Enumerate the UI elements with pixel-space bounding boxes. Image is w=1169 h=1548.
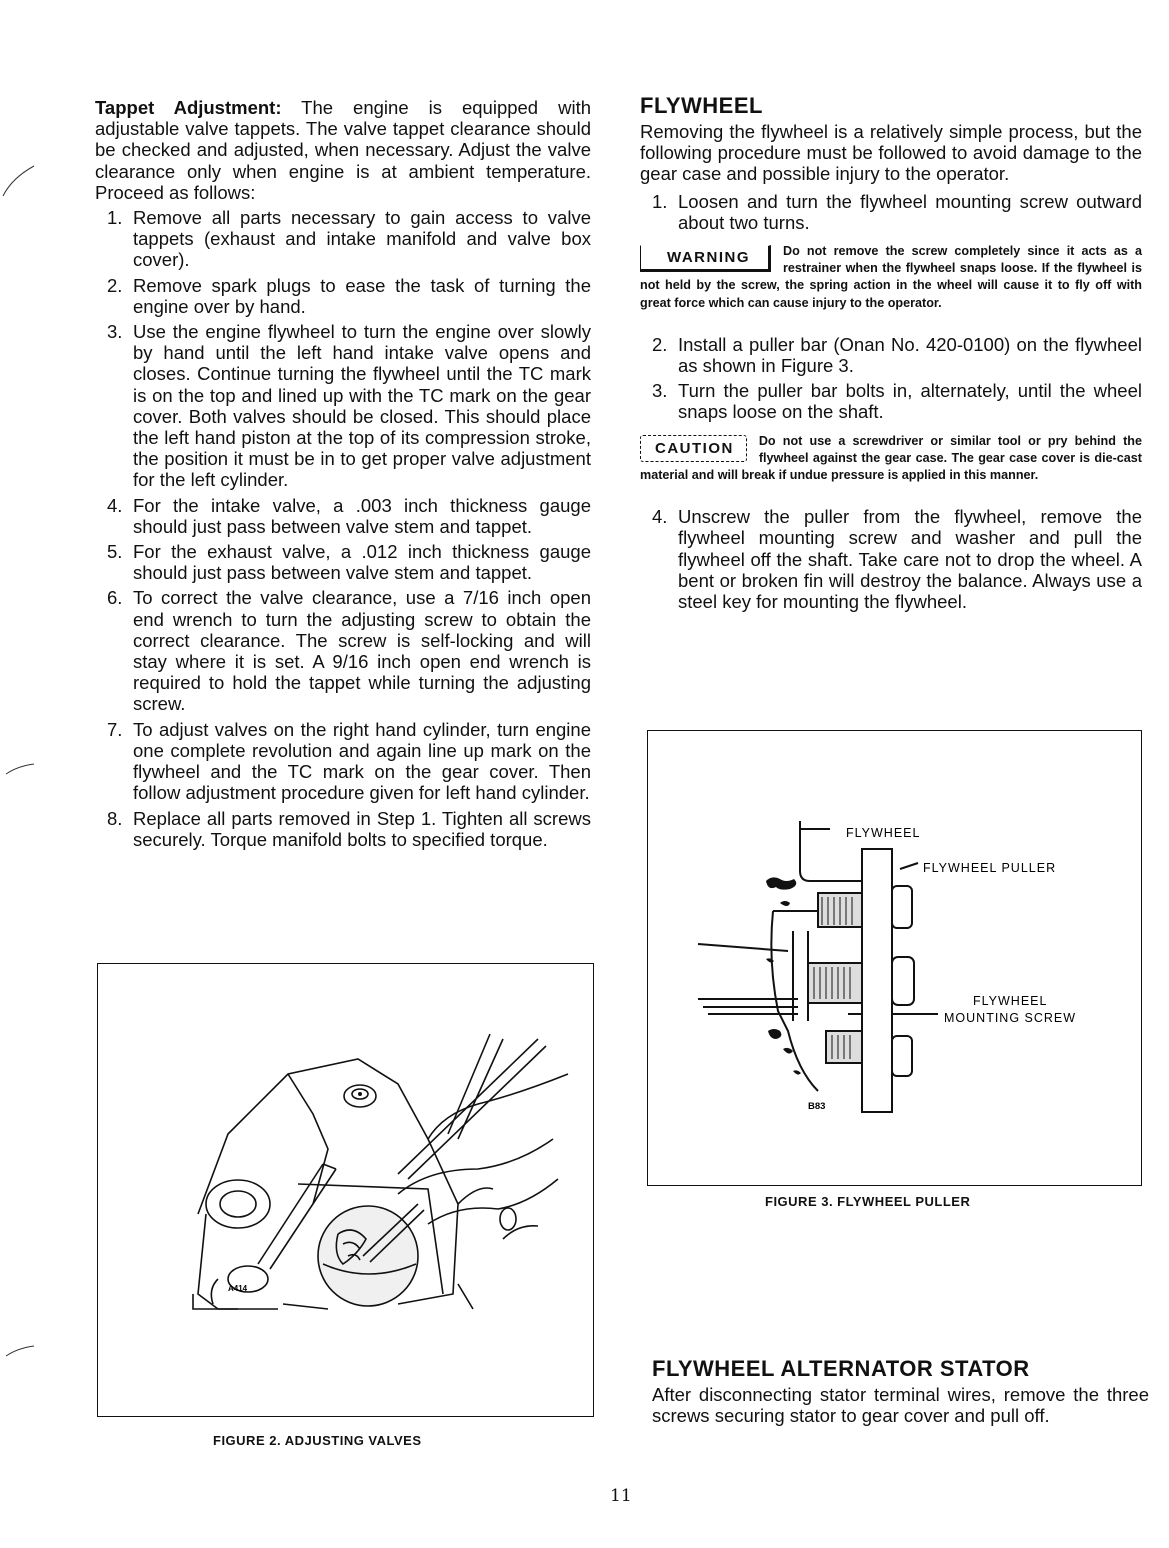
flywheel-steps-list-b <box>640 334 1142 423</box>
tappet-adjustment-paragraph <box>95 97 591 203</box>
left-column <box>95 97 591 854</box>
figure-2-code: A414 <box>228 1284 248 1293</box>
label-mounting-screw-line1: FLYWHEEL <box>973 994 1048 1008</box>
flywheel-intro: Removing the flywheel is a relatively simple process, but the following procedure must be followed to avoid damage to the gear case and possible injury to the operator. <box>640 121 1142 185</box>
list-item <box>95 587 591 714</box>
step-text: Remove spark plugs to ease the task of turning the engine over by hand. <box>133 274 591 317</box>
step-number: 2. <box>652 333 668 355</box>
right-column <box>640 93 1142 616</box>
caution-label: CAUTION <box>640 435 747 462</box>
label-flywheel: FLYWHEEL <box>846 826 921 840</box>
step-number: 2. <box>107 274 123 296</box>
step-text: To correct the valve clearance, use a 7/16 inch open end wrench to turn the adjusting screw to obtain the correct clearance. The screw is self-locking and will stay where it is set. A 9/16 inch open end wrench is required to hold the tappet while turning the adjusting screw. <box>133 587 591 715</box>
warning-notice <box>640 243 1142 312</box>
step-text: For the intake valve, a .003 inch thickness gauge should just pass between valve stem and tappet. <box>133 494 591 537</box>
list-item <box>95 207 591 271</box>
step-text: To adjust valves on the right hand cylinder, turn engine one complete revolution and again line up mark on the flywheel and the TC mark on the gear cover. Then follow adjustment procedure given for left hand cylinder. <box>133 718 591 804</box>
warning-text: Do not remove the screw completely since it acts as a restrainer when the flywheel snaps loose. If the flywheel is not held by the screw, the spring action in the wheel will cause it to fly off with great force which can cause injury to the operator. <box>640 244 1142 310</box>
stator-heading: FLYWHEEL ALTERNATOR STATOR <box>652 1356 1030 1381</box>
page-number: 11 <box>610 1486 632 1506</box>
warning-label: WARNING <box>640 245 771 272</box>
list-item <box>95 808 591 850</box>
figure-2-frame <box>97 963 594 1417</box>
step-number: 8. <box>107 807 123 829</box>
list-item <box>95 495 591 537</box>
list-item <box>640 191 1142 233</box>
step-number: 6. <box>107 587 123 609</box>
list-item <box>640 334 1142 376</box>
flywheel-puller-illustration <box>648 731 1141 1185</box>
step-text: Remove all parts necessary to gain access to valve tappets (exhaust and intake manifold and valve box cover). <box>133 207 591 271</box>
list-item <box>95 541 591 583</box>
margin-scan-mark <box>0 1342 40 1362</box>
label-flywheel-puller: FLYWHEEL PULLER <box>923 861 1057 875</box>
step-text: Install a puller bar (Onan No. 420-0100) on the flywheel as shown in Figure 3. <box>678 333 1142 377</box>
label-mounting-screw-line2: MOUNTING SCREW <box>944 1011 1077 1025</box>
adjusting-valves-illustration <box>98 964 593 1416</box>
step-number: 4. <box>652 506 668 528</box>
figure-2-caption: FIGURE 2. ADJUSTING VALVES <box>213 1433 422 1448</box>
list-item <box>95 719 591 804</box>
step-number: 5. <box>107 541 123 563</box>
step-text: Replace all parts removed in Step 1. Tighten all screws securely. Torque manifold bolts to specified torque. <box>133 807 591 850</box>
step-text: Turn the puller bar bolts in, alternately, until the wheel snaps loose on the shaft. <box>678 380 1142 423</box>
flywheel-steps-list-a <box>640 191 1142 233</box>
tappet-heading: Tappet Adjustment: <box>95 97 282 118</box>
margin-scan-mark <box>0 160 40 200</box>
step-text: Loosen and turn the flywheel mounting screw outward about two turns. <box>678 190 1142 233</box>
figure-3-frame <box>647 730 1142 1186</box>
step-number: 1. <box>652 190 668 212</box>
stator-text: After disconnecting stator terminal wires, remove the three screws securing stator to gear cover and pull off. <box>652 1384 1149 1427</box>
list-item <box>95 275 591 317</box>
margin-scan-mark <box>0 760 40 780</box>
step-number: 1. <box>107 207 123 229</box>
list-item <box>95 321 591 491</box>
caution-text: Do not use a screwdriver or similar tool or pry behind the flywheel against the gear case. The gear case cover is die-cast material and will break if undue pressure is applied in this manner. <box>640 433 1142 483</box>
flywheel-heading: FLYWHEEL <box>640 93 763 118</box>
list-item <box>640 506 1142 612</box>
step-number: 7. <box>107 718 123 740</box>
stator-section <box>652 1356 1149 1426</box>
figure-3-caption: FIGURE 3. FLYWHEEL PULLER <box>765 1194 971 1209</box>
list-item <box>640 380 1142 422</box>
flywheel-steps-list-c <box>640 506 1142 612</box>
step-number: 4. <box>107 494 123 516</box>
step-number: 3. <box>652 380 668 402</box>
step-number: 3. <box>107 321 123 343</box>
tappet-steps-list <box>95 207 591 850</box>
step-text: Use the engine flywheel to turn the engine over slowly by hand until the left hand intake valve opens and closes. Continue turning the flywheel until the TC mark is on the top and lined up with the TC mark on the gear cover. Both valves should be closed. This should place the left hand piston at the top of its compression stroke, the position it must be in to get proper valve adjustment for the left cylinder. <box>133 321 591 491</box>
tappet-intro: The engine is equipped with adjustable valve tappets. The valve tappet clearance should be checked and adjusted, when necessary. Adjust the valve clearance only when engine is at ambient temperature. Proceed as follows: <box>95 97 591 203</box>
step-text: For the exhaust valve, a .012 inch thickness gauge should just pass between valve stem and tappet. <box>133 541 591 584</box>
figure-3-code: B83 <box>808 1101 826 1112</box>
caution-notice <box>640 433 1142 485</box>
step-text: Unscrew the puller from the flywheel, remove the flywheel mounting screw and washer and pull the flywheel off the shaft. Take care not to drop the wheel. A bent or broken fin will destroy the balance. Always use a steel key for mounting the flywheel. <box>678 506 1142 613</box>
